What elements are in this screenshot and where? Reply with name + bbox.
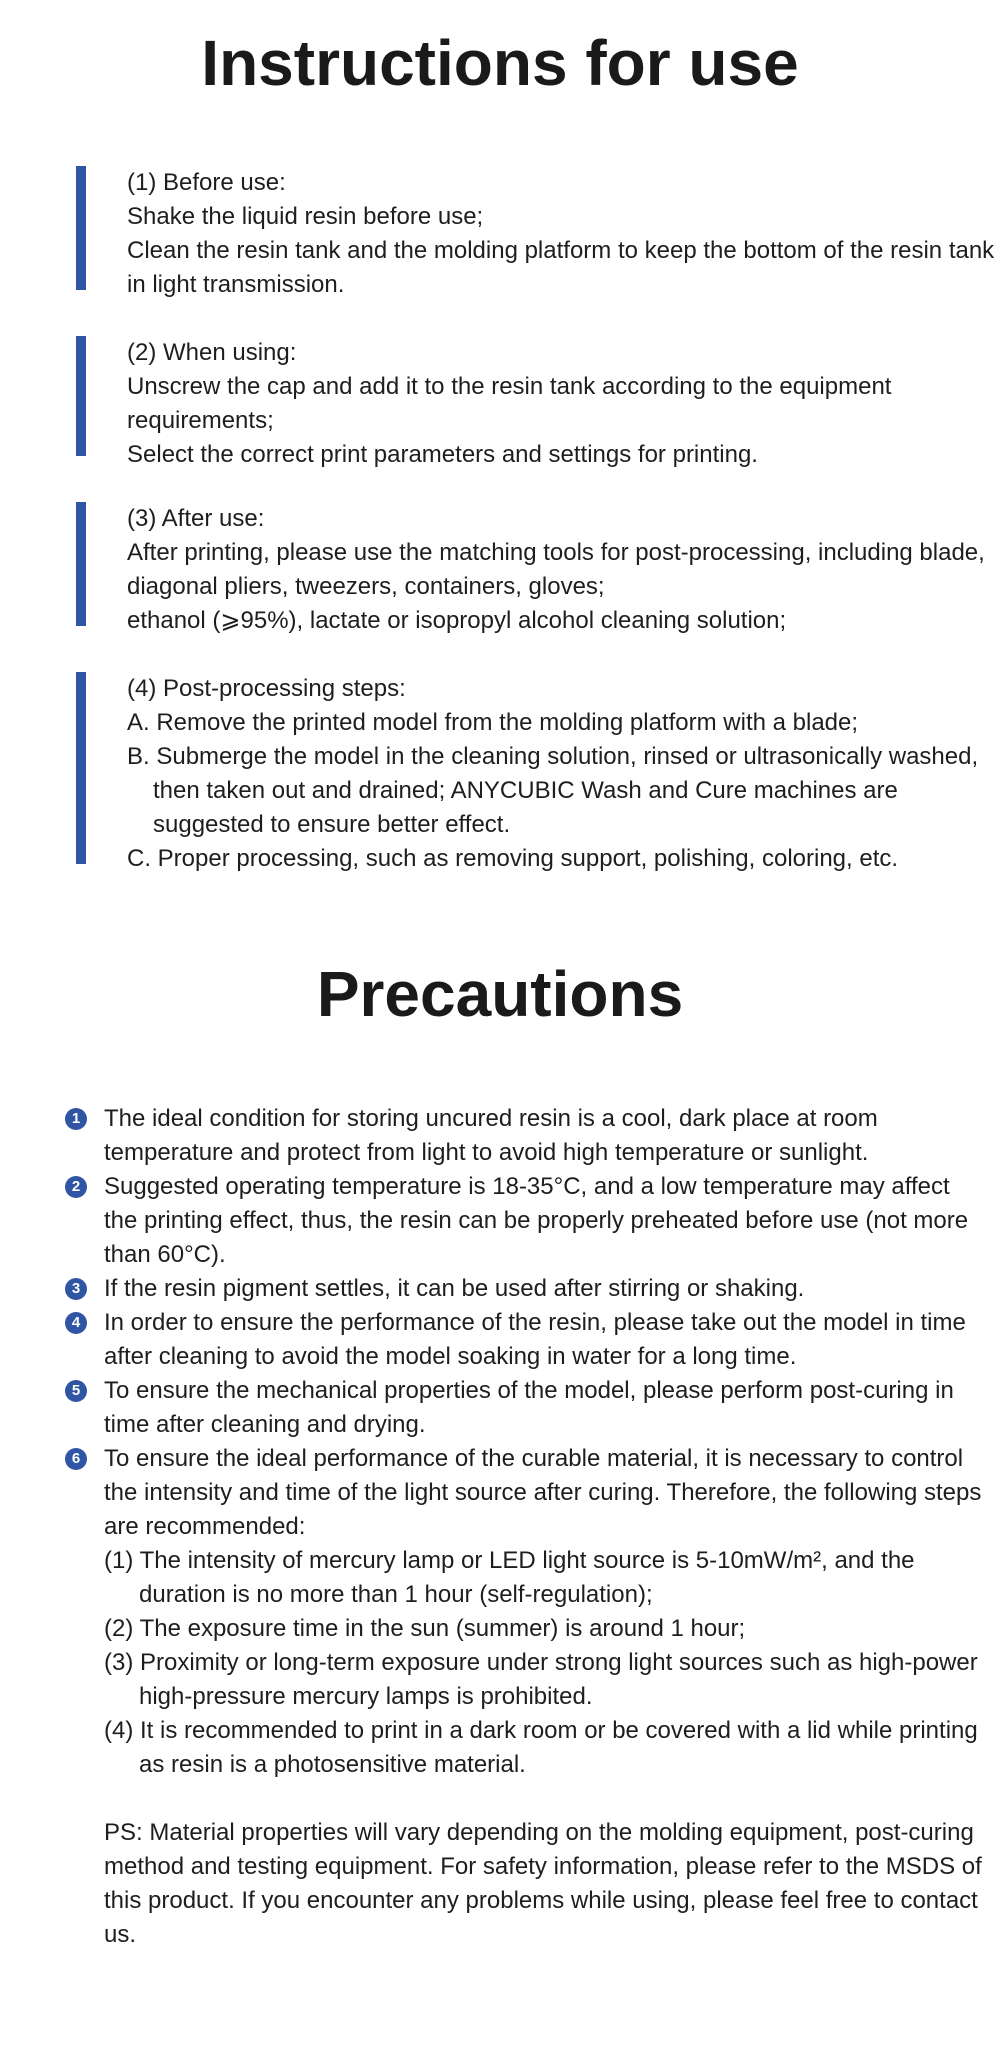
number-badge-icon: 5: [65, 1380, 87, 1402]
step-line: C. Proper processing, such as removing support, polishing, coloring, etc.: [127, 845, 899, 872]
step-line: After printing, please use the matching tools for post-processing, including blade, diagonal pliers, tweezers, containers, gloves;: [127, 539, 985, 600]
precaution-item: [64, 1374, 984, 1442]
step-heading: (3) After use:: [127, 505, 265, 532]
precaution-item: [64, 1442, 984, 1782]
step-accent-bar: [76, 166, 86, 290]
precaution-item: [64, 1272, 984, 1306]
step-heading: (2) When using:: [127, 339, 297, 366]
number-badge-icon: 3: [65, 1278, 87, 1300]
precaution-sub-item: (1) The intensity of mercury lamp or LED light source is 5-10mW/m², and the duration is no more than 1 hour (self-regulation);: [104, 1547, 915, 1608]
step-heading: (4) Post-processing steps:: [127, 675, 406, 702]
precaution-text: Suggested operating temperature is 18-35°C, and a low temperature may affect the printing effect, thus, the resin can be properly preheated before use (not more than 60°C).: [104, 1173, 969, 1268]
ps-note: PS: Material properties will vary depending on the molding equipment, post-curing method and testing equipment. For safety information, please refer to the MSDS of this product. If you encounter any problems while using, please feel free to contact us.: [104, 1819, 982, 1948]
number-badge-icon: 2: [65, 1176, 87, 1198]
step-line: B. Submerge the model in the cleaning solution, rinsed or ultrasonically washed, then taken out and drained; ANYCUBIC Wash and Cure machines are suggested to ensure better effect.: [127, 743, 979, 838]
instructions-title: Instructions for use: [201, 27, 799, 99]
step-before-use: [76, 166, 995, 298]
step-line: ethanol (⩾95%), lactate or isopropyl alcohol cleaning solution;: [127, 607, 787, 634]
step-line: Unscrew the cap and add it to the resin tank according to the equipment requirements;: [127, 373, 892, 434]
precaution-text: The ideal condition for storing uncured resin is a cool, dark place at room temperature and protect from light to avoid high temperature or sunlight.: [104, 1105, 878, 1166]
precaution-item: [64, 1170, 984, 1272]
number-badge-icon: 4: [65, 1312, 87, 1334]
precaution-text: To ensure the ideal performance of the curable material, it is necessary to control the intensity and time of the light source after curing. Therefore, the following steps are recommended:: [104, 1445, 982, 1540]
precaution-sub-item: (2) The exposure time in the sun (summer) is around 1 hour;: [104, 1615, 746, 1642]
precaution-text: In order to ensure the performance of the resin, please take out the model in time after cleaning to avoid the model soaking in water for a long time.: [104, 1309, 966, 1370]
precautions-title: Precautions: [316, 958, 684, 1030]
precaution-sub-item: (3) Proximity or long-term exposure under strong light sources such as high-power high-pressure mercury lamps is prohibited.: [104, 1649, 978, 1710]
number-badge-icon: 1: [65, 1108, 87, 1130]
step-line: Select the correct print parameters and settings for printing.: [127, 441, 758, 468]
precaution-item: [64, 1102, 984, 1170]
step-when-using: [76, 336, 976, 468]
precautions-list: [64, 1102, 984, 1952]
precaution-text: If the resin pigment settles, it can be used after stirring or shaking.: [104, 1275, 805, 1302]
step-accent-bar: [76, 336, 86, 456]
step-line: Shake the liquid resin before use;: [127, 203, 484, 230]
step-line: A. Remove the printed model from the molding platform with a blade;: [127, 709, 859, 736]
precaution-text: To ensure the mechanical properties of the model, please perform post-curing in time after cleaning and drying.: [104, 1377, 954, 1438]
step-post-processing: [76, 672, 979, 872]
step-accent-bar: [76, 502, 86, 626]
step-heading: (1) Before use:: [127, 169, 286, 196]
step-line: Clean the resin tank and the molding platform to keep the bottom of the resin tank in light transmission.: [127, 237, 995, 298]
number-badge-icon: 6: [65, 1448, 87, 1470]
precaution-item: [64, 1306, 984, 1374]
step-after-use: [76, 502, 985, 634]
precaution-sub-item: (4) It is recommended to print in a dark room or be covered with a lid while printing as resin is a photosensitive material.: [104, 1717, 978, 1778]
step-accent-bar: [76, 672, 86, 864]
